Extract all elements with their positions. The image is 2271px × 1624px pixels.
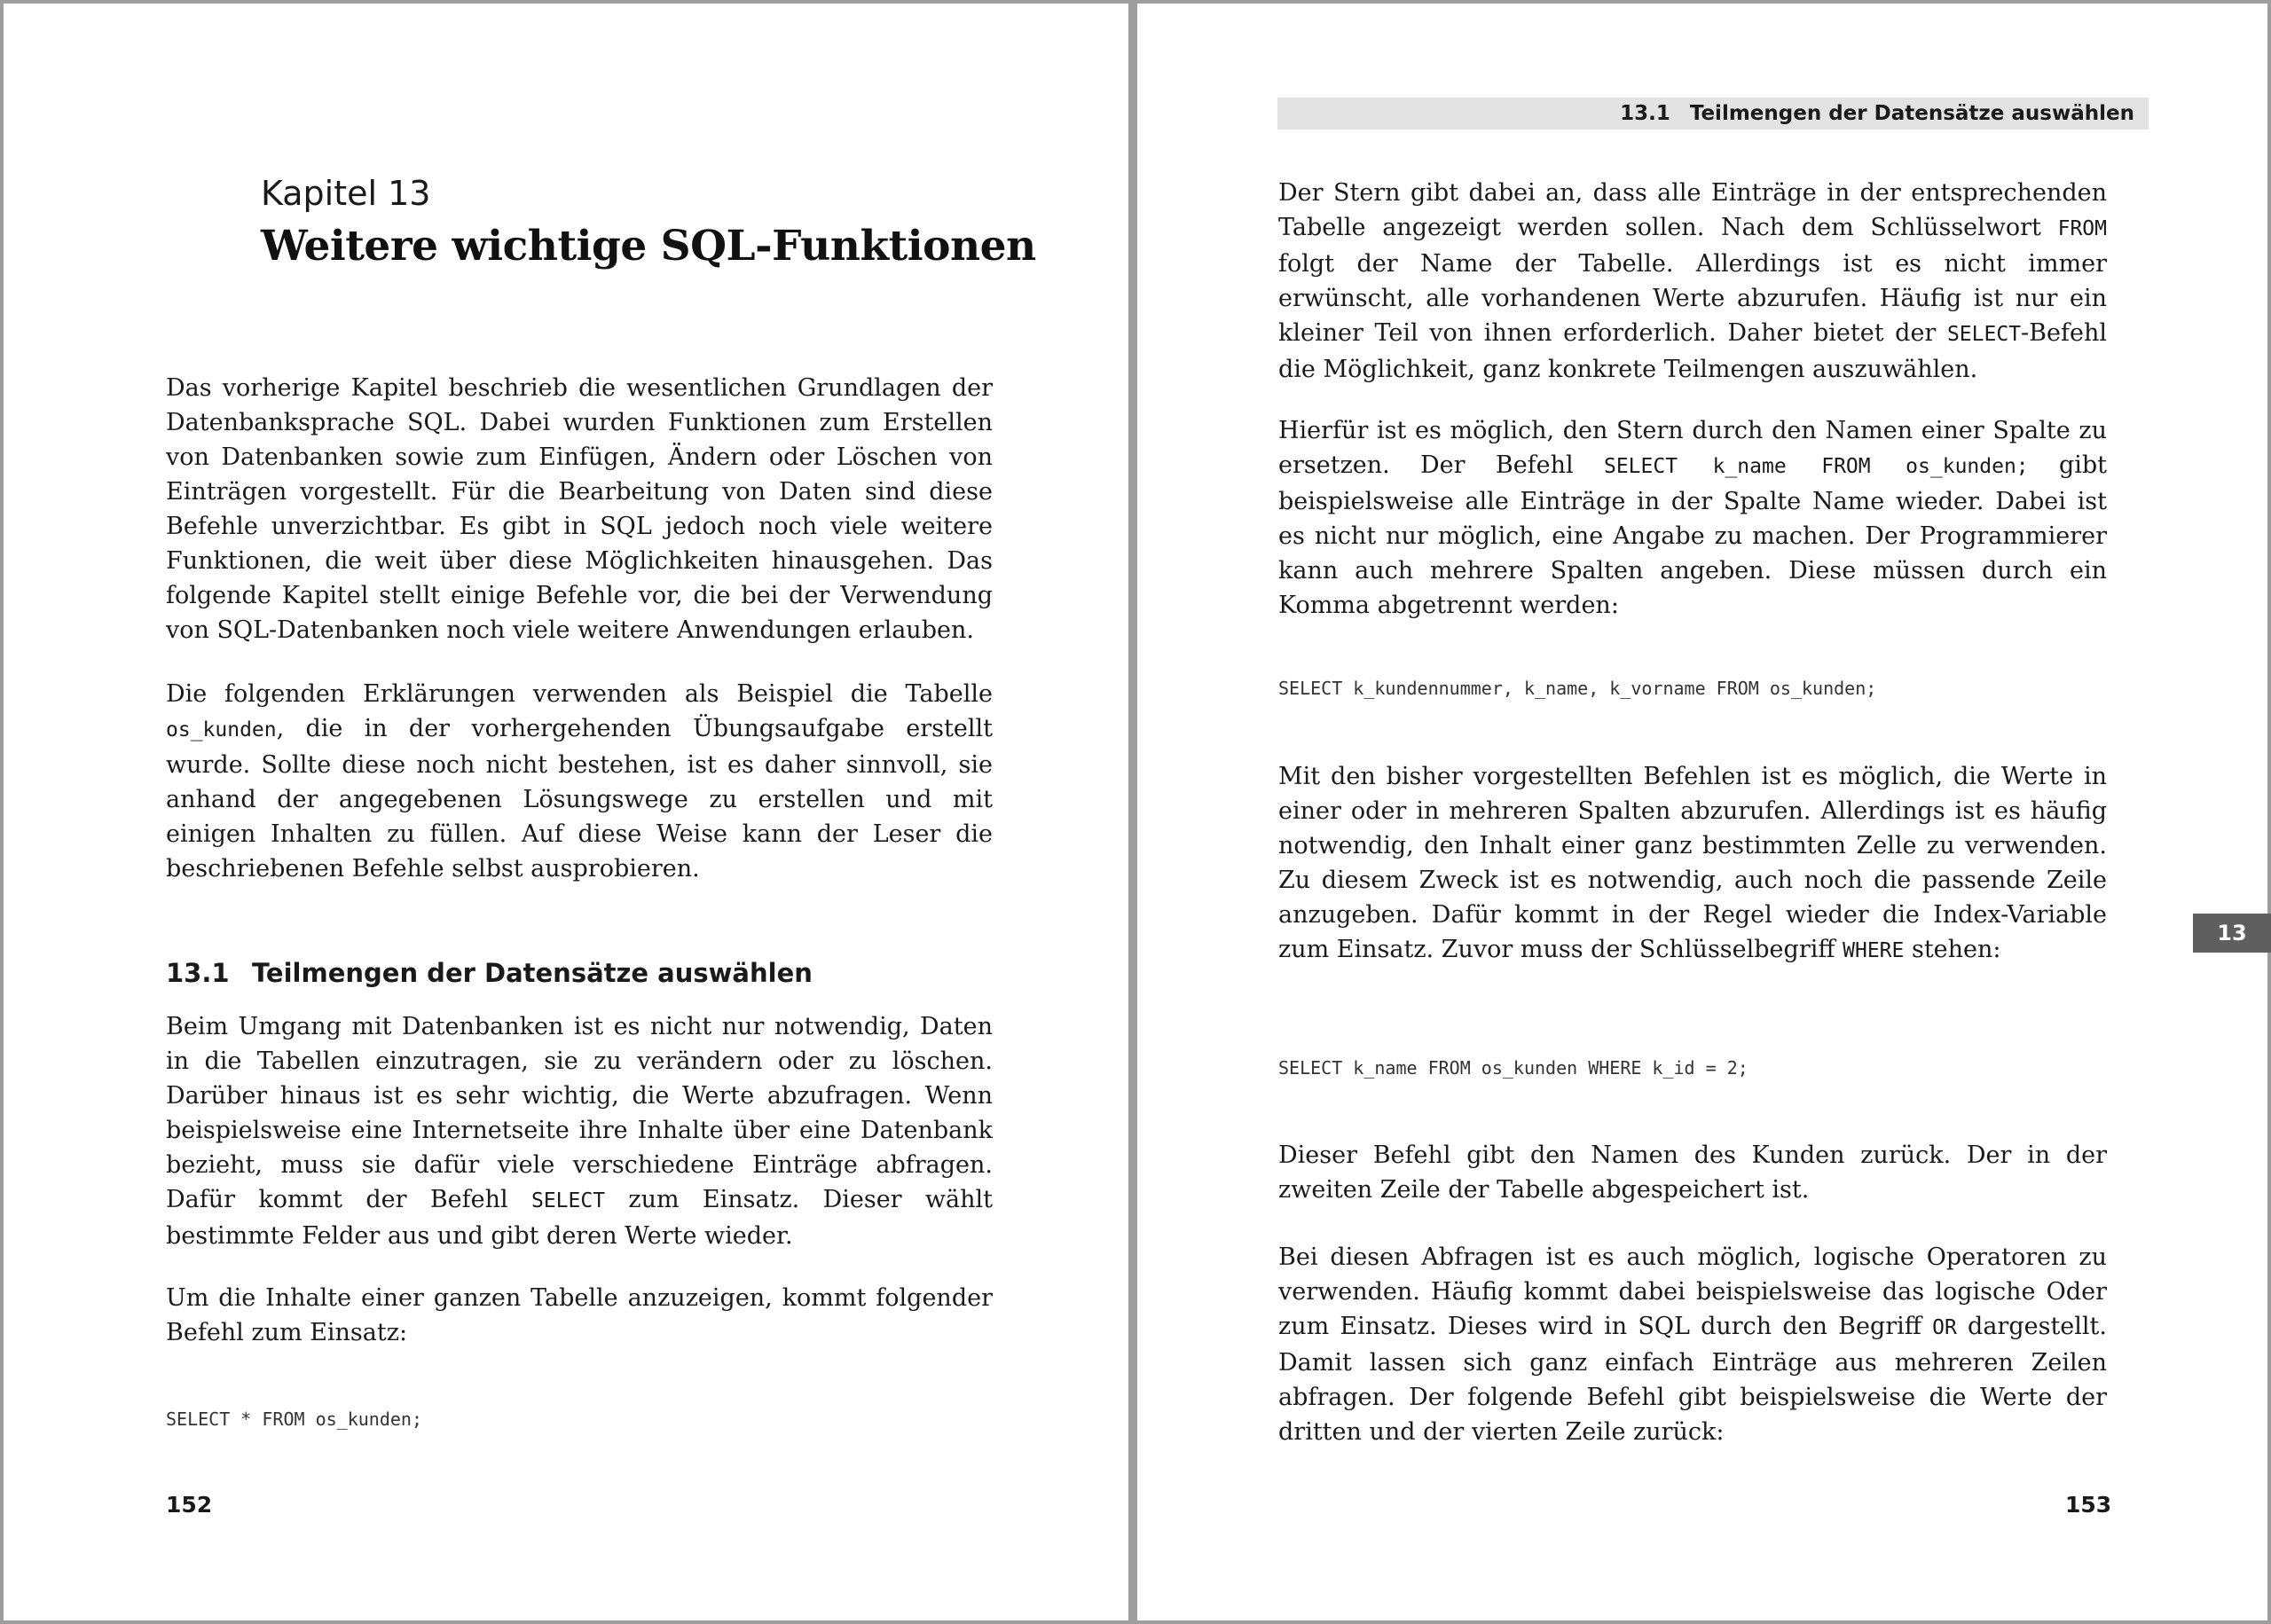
cell-select-paragraph — [1278, 759, 2107, 969]
chapter-title: Weitere wichtige SQL-Funktionen — [261, 222, 1036, 271]
star-paragraph — [1278, 176, 2107, 387]
code-snippet: SELECT k_name FROM os_kunden WHERE k_id = 2; — [1278, 1057, 1748, 1079]
inline-code: WHERE — [1843, 939, 1905, 962]
inline-code: SELECT — [1946, 323, 2022, 346]
paragraph-text: Hierfür ist es möglich, den Stern durch den Namen einer Spalte zu ersetzen. Der Befehl — [1278, 417, 2107, 479]
select-intro-paragraph — [166, 1009, 993, 1253]
section-number: 13.1 — [166, 958, 230, 988]
running-header — [1277, 98, 2149, 129]
page-number-right: 153 — [2065, 1492, 2112, 1518]
paragraph-text: Der Stern gibt dabei an, dass alle Einträge in der entsprechenden Tabelle angezeigt werden sollen. Nach dem Schlüsselwort — [1278, 179, 2107, 241]
running-header-number: 13.1 — [1620, 102, 1670, 125]
paragraph-text: Die folgenden Erklärungen verwenden als Beispiel die Tabelle — [166, 680, 993, 708]
code-snippet: SELECT * FROM os_kunden; — [166, 1408, 422, 1430]
whole-table-paragraph: Um die Inhalte einer ganzen Tabelle anzuzeigen, kommt folgender Befehl zum Einsatz: — [166, 1284, 993, 1346]
paragraph-text: Mit den bisher vorgestellten Befehlen ist es möglich, die Werte in einer oder in mehreren Spalten abzurufen. Allerdings ist es häufig notwendig, den Inhalt einer ganz bestimmten Zelle zu verwenden. Zu diesem Zweck ist es notwendig, auch noch die passende Zeile anzugeben. Dafür kommt in der Regel wieder die Index-Variable zum Einsatz. Zuvor muss der Schlüsselbegriff — [1278, 763, 2107, 963]
result-paragraph: Dieser Befehl gibt den Namen des Kunden zurück. Der in der zweiten Zeile der Tabelle abgespeichert ist. — [1278, 1142, 2107, 1204]
running-header-title: Teilmengen der Datensätze auswählen — [1689, 102, 2134, 125]
paragraph-text: dargestellt. Damit lassen sich ganz einfach Einträge aus mehreren Zeilen abfragen. Der folgende Befehl gibt beispielsweise die Werte der dritten und der vierten Zeile zurück: — [1278, 1313, 2107, 1446]
paragraph-text: zum Einsatz. Dieser wählt bestimmte Felder aus und gibt deren Werte wieder. — [166, 1186, 993, 1250]
inline-code: OR — [1932, 1316, 1957, 1339]
inline-code: SELECT — [530, 1189, 606, 1212]
intro-paragraph: Das vorherige Kapitel beschrieb die wesentlichen Grundlagen der Datenbanksprache SQL. Dabei wurden Funktionen zum Erstellen von Datenbanken sowie zum Einfügen, Ändern oder Löschen von Einträgen vorgestellt. Für die Bearbeitung von Daten sind diese Befehle unverzichtbar. Es gibt in SQL jedoch noch viele weitere Funktionen, die weit über diese Möglichkeiten hinausgehen. Das folgende Kapitel stellt einige Befehle vor, die bei der Verwendung von SQL-Datenbanken noch viele weitere Anwendungen erlauben. — [166, 374, 993, 644]
section-heading — [166, 958, 813, 988]
section-title: Teilmengen der Datensätze auswählen — [252, 958, 813, 988]
operators-paragraph — [1278, 1240, 2107, 1449]
inline-code: SELECT k_name FROM os_kunden; — [1603, 455, 2029, 478]
chapter-label: Kapitel 13 — [261, 174, 431, 213]
inline-code: os_kunden — [166, 718, 277, 741]
paragraph-text: gibt beispielsweise alle Einträge in der Spalte Name wieder. Dabei ist es nicht nur möglich, eine Angabe zu machen. Der Programmierer kann auch mehrere Spalten angeben. Diese müssen durch ein Komma abgetrennt werden: — [1278, 451, 2107, 619]
inline-code: FROM — [2057, 217, 2107, 240]
example-table-paragraph — [166, 677, 993, 886]
paragraph-text: -Befehl die Möglichkeit, ganz konkrete Teilmengen auszuwählen. — [1278, 319, 2107, 383]
code-snippet: SELECT k_kundennummer, k_name, k_vorname FROM os_kunden; — [1278, 678, 1877, 699]
paragraph-text: Bei diesen Abfragen ist es auch möglich, logische Operatoren zu verwenden. Häufig kommt dabei beispielsweise das logische Oder zum Einsatz. Dieses wird in SQL durch den Begriff — [1278, 1243, 2107, 1340]
paragraph-text: stehen: — [1904, 936, 2001, 963]
paragraph-text: , die in der vorhergehenden Übungsaufgabe erstellt wurde. Sollte diese noch nicht bestehen, ist es daher sinnvoll, sie anhand der angegebenen Lösungswege zu erstellen und mit einigen Inhalten zu füllen. Auf diese Weise kann der Leser die beschriebenen Befehle selbst ausprobieren. — [166, 715, 993, 883]
book-spine — [1128, 0, 1137, 1624]
paragraph-text: Beim Umgang mit Datenbanken ist es nicht nur notwendig, Daten in die Tabellen einzutragen, sie zu verändern oder zu löschen. Darüber hinaus ist es sehr wichtig, die Werte abzufragen. Wenn beispielsweise eine Internetseite ihre Inhalte über eine Datenbank bezieht, muss sie dafür viele verschiedene Einträge abfragen. Dafür kommt der Befehl — [166, 1013, 993, 1213]
chapter-tab: 13 — [2193, 914, 2271, 953]
paragraph-text: folgt der Name der Tabelle. Allerdings ist es nicht immer erwünscht, alle vorhandenen Werte abzurufen. Häufig ist nur ein kleiner Teil von ihnen erforderlich. Daher bietet der — [1278, 250, 2107, 347]
page-number-left: 152 — [166, 1492, 213, 1518]
column-select-paragraph — [1278, 413, 2107, 623]
